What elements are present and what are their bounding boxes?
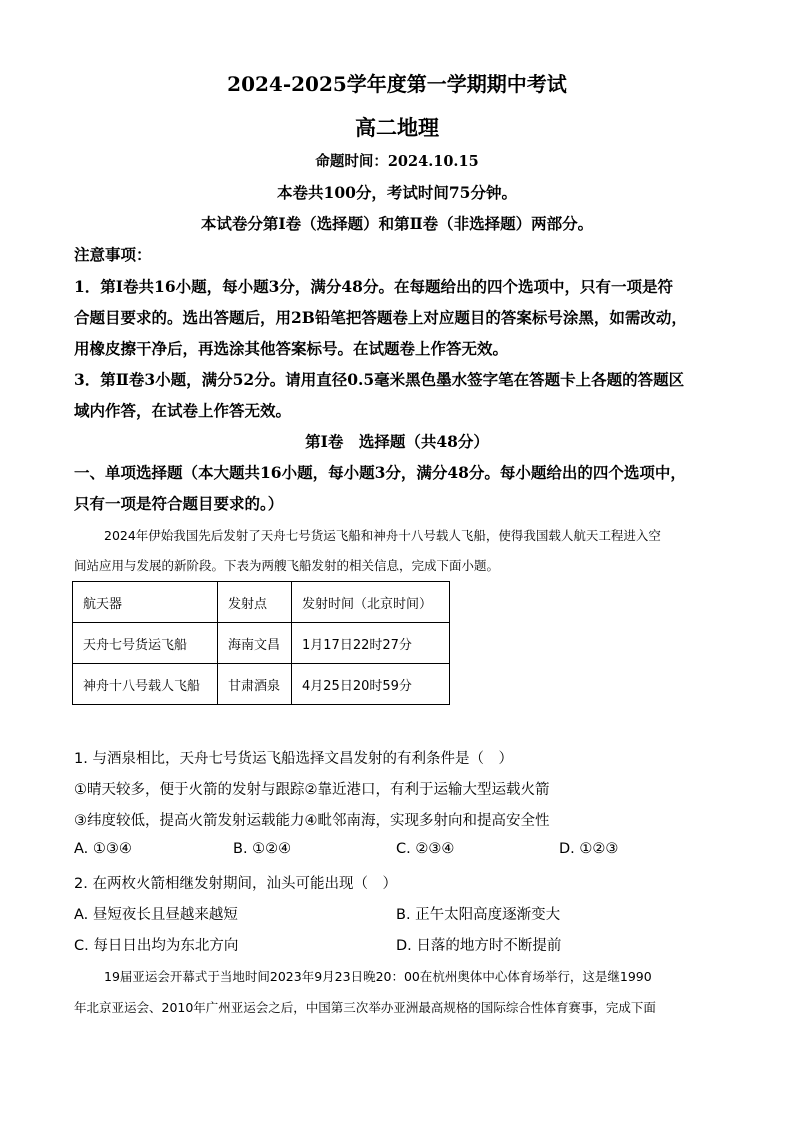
q1-line-2: ①晴天较多，便于火箭的发射与跟踪②靠近港口，有利于运输大型运载火箭 <box>74 782 550 798</box>
note-1-line-1: 1．第Ⅰ卷共16小题，每小题3分，满分48分。在每题给出的四个选项中，只有一项是符 <box>74 277 673 296</box>
q2-option-b: B. 正午太阳高度逐渐变大 <box>396 907 561 923</box>
note-3-line-2: 域内作答，在试卷上作答无效。 <box>74 401 292 420</box>
q1-option-c: C. ②③④ <box>396 841 455 857</box>
q1-option-a: A. ①③④ <box>74 841 132 857</box>
section-line-2: 只有一项是符合题目要求的。） <box>74 494 284 513</box>
section-line-1: 一、单项选择题（本大题共16小题，每小题3分，满分48分。每小题给出的四个选项中， <box>74 463 686 482</box>
parts-line: 本试卷分第Ⅰ卷（选择题）和第Ⅱ卷（非选择题）两部分。 <box>200 214 594 233</box>
score-line: 本卷共100分，考试时间75分钟。 <box>277 183 517 202</box>
table-header-row <box>73 582 450 623</box>
table-cell: 神舟十八号载人飞船 <box>73 664 218 705</box>
table-cell: 1月17日22时27分 <box>292 623 450 664</box>
q1-option-d: D. ①②③ <box>559 841 619 857</box>
subject-title: 高二地理 <box>355 115 439 140</box>
q1-stem: 1. 与酒泉相比，天舟七号货运飞船选择文昌发射的有利条件是（ ） <box>74 751 513 767</box>
material2-line-1: 19届亚运会开幕式于当地时间2023年9月23日晚20：00在杭州奥体中心体育场举行，这是继1990 <box>104 969 652 984</box>
table-cell: 天舟七号货运飞船 <box>73 623 218 664</box>
q1-line-3: ③纬度较低，提高火箭发射运载能力④毗邻南海，实现多射向和提高安全性 <box>74 813 550 829</box>
date-line: 命题时间：2024.10.15 <box>315 153 479 170</box>
material2-line-2: 年北京亚运会、2010年广州亚运会之后，中国第三次举办亚洲最高规格的国际综合性体育赛事，完成下面 <box>74 1000 656 1015</box>
header-cell: 发射时间（北京时间） <box>292 582 450 623</box>
table-cell: 甘肃酒泉 <box>218 664 292 705</box>
table-row <box>73 664 450 705</box>
q2-option-d: D. 日落的地方时不断提前 <box>396 938 562 954</box>
launch-info-table <box>72 581 450 705</box>
note-3-line-1: 3．第Ⅱ卷3小题，满分52分。请用直径0.5毫米黑色墨水签字笔在答题卡上各题的答题区 <box>74 370 685 389</box>
q2-option-c: C. 每日日出均为东北方向 <box>74 938 239 954</box>
part1-heading: 第Ⅰ卷 选择题（共48分） <box>305 432 489 451</box>
table-cell: 海南文昌 <box>218 623 292 664</box>
notes-heading: 注意事项： <box>74 245 152 264</box>
material1-line-2: 间站应用与发展的新阶段。下表为两艘飞船发射的相关信息，完成下面小题。 <box>74 558 500 573</box>
material1-line-1: 2024年伊始我国先后发射了天舟七号货运飞船和神舟十八号载人飞船，使得我国载人航天工程进入空 <box>104 528 661 543</box>
note-1-line-3: 用橡皮擦干净后，再选涂其他答案标号。在试题卷上作答无效。 <box>74 339 509 358</box>
header-cell: 发射点 <box>218 582 292 623</box>
header-cell: 航天器 <box>73 582 218 623</box>
q2-option-a: A. 昼短夜长且昼越来越短 <box>74 907 238 923</box>
exam-title: 2024-2025学年度第一学期期中考试 <box>227 72 567 96</box>
table-row <box>73 623 450 664</box>
table-cell: 4月25日20时59分 <box>292 664 450 705</box>
note-1-line-2: 合题目要求的。选出答题后，用2B铅笔把答题卷上对应题目的答案标号涂黑，如需改动， <box>74 308 687 327</box>
q2-stem: 2. 在两枚火箭相继发射期间，汕头可能出现（ ） <box>74 876 397 892</box>
q1-option-b: B. ①②④ <box>233 841 292 857</box>
